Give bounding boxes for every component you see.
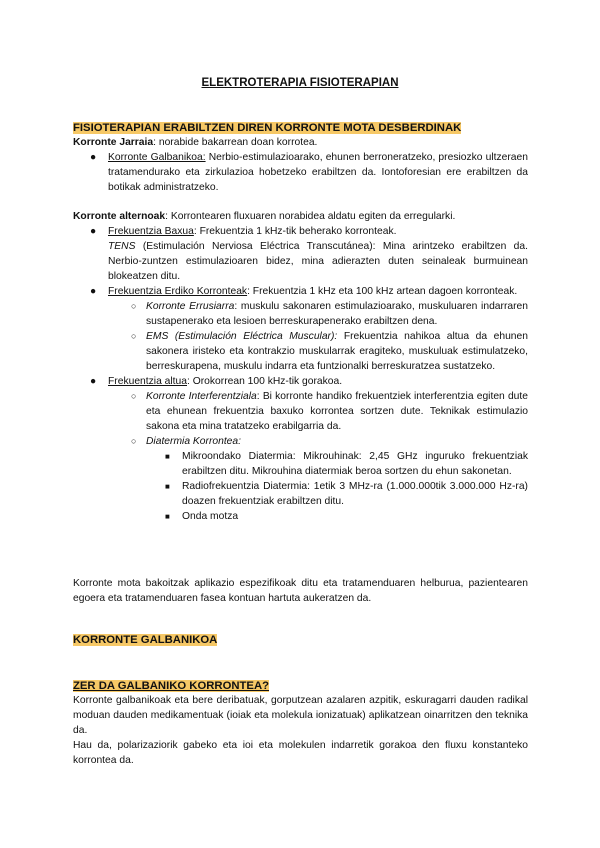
section-heading-text: FISIOTERAPIAN ERABILTZEN DIREN KORRONTE MOTA DESBERDINAK: [73, 122, 462, 134]
section-heading-current-types: [73, 121, 461, 136]
list-item-ems: [73, 329, 528, 374]
summary-paragraph: Korronte mota bakoitzak aplikazio espezifikoak ditu eta tratamenduaren helburua, pazientearen egoera eta tratamenduaren fasea kontuan hartuta aukeratzen da.: [73, 578, 528, 604]
list-item-interferential: [73, 389, 528, 434]
radiofrequency-text: Radiofrekuentzia Diatermia: 1etik 3 MHz-ra (1.000.000tik 3.000.000 Hz-ra) doazen frekuentziak erabiltzen ditu.: [182, 481, 528, 507]
bullet-icon: ●: [90, 376, 97, 387]
galvanic-paragraph-2: Hau da, polarizaziorik gabeko eta ioi eta molekulen indarretik gorakoa den fluxu konstanteko korrontea da.: [73, 740, 528, 766]
microwave-text: Mikroondako Diatermia: Mikrouhinak: 2,45 GHz inguruko frekuentziak erabiltzen ditu. Mikrouhina diatermiak beroa sortzen du ehun sakonetan.: [182, 451, 528, 477]
galvanic-label: Korronte Galbanikoa:: [108, 152, 206, 163]
medium-frequency-label: Frekuentzia Erdiko Korronteak: [108, 286, 248, 297]
diathermy-colon: :: [238, 436, 242, 447]
bullet-icon: ●: [90, 152, 97, 163]
medium-frequency-text: : Frekuentzia 1 kHz eta 100 kHz artean dagoen korronteak.: [247, 286, 518, 297]
alternating-text: : Korrontearen fluxuaren norabidea aldatu egiten da erregularki.: [165, 211, 456, 222]
list-item-shortwave: [73, 509, 528, 524]
list-item: [73, 150, 528, 195]
list-item-radiofrequency: [73, 479, 528, 509]
direct-current-paragraph: [73, 135, 528, 150]
high-frequency-label: Frekuentzia altua: [108, 376, 187, 387]
ems-label: EMS (Estimulación Eléctrica Muscular):: [146, 331, 338, 342]
high-frequency-text: : Orokorrean 100 kHz-tik gorakoa.: [187, 376, 343, 387]
diathermy-label: Diatermia Korrontea: [146, 436, 239, 447]
direct-current-block: [73, 135, 528, 195]
circle-bullet-icon: ○: [131, 331, 137, 341]
interferential-label: Korronte Interferentziala: [146, 391, 257, 402]
list-item-diathermy: [73, 434, 528, 449]
direct-current-list: [73, 150, 528, 195]
direct-current-label: Korronte Jarraia: [73, 137, 154, 148]
list-item-medium-frequency: [73, 284, 528, 299]
direct-current-text: : norabide bakarrean doan korrotea.: [153, 137, 318, 148]
list-item-high-frequency: [73, 374, 528, 389]
interferential-text: : Bi korronte handiko frekuentziek interferentzia egiten dute eta ehunean frekuentzia baxuko korrontea sortzen dute. Teknikak estimulazio sakona eta mina tratatzeko erabilgarria da.: [146, 391, 528, 432]
square-bullet-icon: ■: [165, 512, 170, 521]
document-title: ELEKTROTERAPIA FISIOTERAPIAN: [201, 77, 399, 89]
circle-bullet-icon: ○: [131, 301, 137, 311]
bullet-icon: ●: [90, 286, 97, 297]
subheading-text: ZER DA GALBANIKO KORRONTEA?: [73, 680, 270, 692]
low-frequency-label: Frekuentzia Baxua: [108, 226, 194, 237]
section-heading-galvanic: [73, 633, 217, 648]
shortwave-text: Onda motza: [182, 511, 239, 522]
galvanic-text: Nerbio-estimulazioarako, ehunen berroneratzeko, presiozko ultzeraen tratamendurako eta zirkulazioa hobetzeko erabiltzen da. Iontoforesian ere erabiltzen da botikak administratzeko.: [108, 152, 528, 193]
tens-label: TENS: [108, 241, 136, 252]
alternating-current-block: [73, 209, 528, 524]
square-bullet-icon: ■: [165, 482, 170, 491]
bullet-icon: ●: [90, 226, 97, 237]
circle-bullet-icon: ○: [131, 436, 137, 446]
tens-text: (Estimulación Nerviosa Eléctrica Transcutánea): Mina arintzeko erabiltzen da. Nerbio-zuntzen estimulazioaren bidez, mina adierazten duten seinaleak burmuinean blokeatzen ditu.: [108, 241, 528, 282]
list-item-microwave: [73, 449, 528, 479]
galvanic-description: [73, 693, 528, 768]
section-heading-text: KORRONTE GALBANIKOA: [73, 634, 218, 646]
circle-bullet-icon: ○: [131, 391, 137, 401]
ems-text: Frekuentzia nahikoa altua da ehunen sakonera iristeko eta kontrakzio muskularrak eragiteko, muskuluak estimulatzeko, berreskurapena, muskulu indarra eta funtzionalki berreskuratzea sustatzeko.: [146, 331, 528, 372]
russian-current-text: : muskulu sakonaren estimulazioarako, muskuluaren indarraren sustapenerako eta lesioen berreskurapenerako erabiltzen dena.: [146, 301, 528, 327]
subheading-what-is-galvanic: [73, 679, 269, 694]
square-bullet-icon: ■: [165, 452, 170, 461]
russian-current-label: Korronte Errusiarra: [146, 301, 235, 312]
alternating-current-paragraph: [73, 209, 528, 224]
low-frequency-text: : Frekuentzia 1 kHz-tik beherako korronteak.: [193, 226, 397, 237]
list-item-russian-current: [73, 299, 528, 329]
galvanic-paragraph-1: Korronte galbanikoak eta bere deribatuak, gorputzean azalaren azpitik, eskuragarri dauden radikal moduan dauden medikamentuak (ioiak eta molekula ionizatuak) aplikatzean oinarritzen den teknika da.: [73, 695, 528, 736]
alternating-label: Korronte alternoak: [73, 211, 166, 222]
frequency-list: [73, 224, 528, 524]
list-item-low-frequency: [73, 224, 528, 284]
